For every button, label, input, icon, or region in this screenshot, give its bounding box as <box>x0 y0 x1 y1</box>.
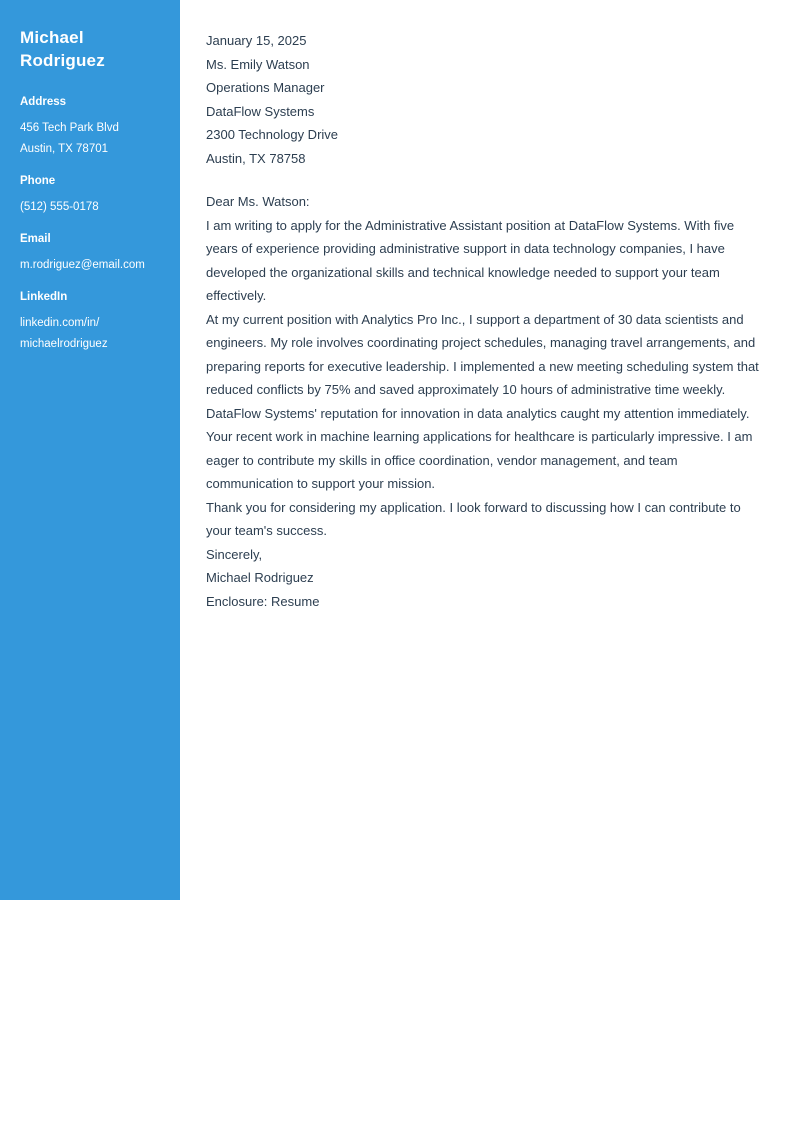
address-label: Address <box>20 96 67 108</box>
email-value: m.rodriguez@email.com <box>20 259 145 271</box>
letter-date: January 15, 2025 <box>206 33 307 48</box>
letter-body <box>206 0 760 613</box>
body-paragraph-2: At my current position with Analytics Pro Inc., I support a department of 30 data scientists and engineers. My role involves coordinating project schedules, managing travel arrangements, and preparing reports for executive leadership. I implemented a new meeting scheduling system that reduced conflicts by 75% and saved approximately 10 hours of administrative time weekly. <box>206 311 759 397</box>
contact-section-phone <box>20 175 162 218</box>
phone-value: (512) 555-0178 <box>20 201 99 213</box>
recipient-city: Austin, TX 78758 <box>206 150 306 166</box>
body-paragraph-3: DataFlow Systems' reputation for innovation in data analytics caught my attention immediately. Your recent work in machine learning applications for healthcare is particularly impressive. I am eager to contribute my skills in office coordination, vendor management, and team communication to support your mission. <box>206 405 753 491</box>
recipient-block <box>206 53 760 171</box>
contact-section-address <box>20 96 162 160</box>
linkedin-value-line: michaelrodriguez <box>20 338 108 350</box>
email-label: Email <box>20 233 51 245</box>
body-paragraph-1: I am writing to apply for the Administrative Assistant position at DataFlow Systems. With five years of experience providing administrative support in data technology companies, I have developed the organizational skills and technical knowledge needed to support your team effectively. <box>206 217 735 303</box>
recipient-name: Ms. Emily Watson <box>206 56 310 72</box>
linkedin-label: LinkedIn <box>20 291 68 303</box>
sidebar <box>0 0 180 900</box>
recipient-title: Operations Manager <box>206 80 325 95</box>
recipient-street: 2300 Technology Drive <box>206 127 339 142</box>
phone-label: Phone <box>20 175 56 187</box>
address-line: Austin, TX 78701 <box>20 143 109 155</box>
linkedin-value-line: linkedin.com/in/ <box>20 317 100 329</box>
contact-section-linkedin <box>20 291 162 355</box>
closing: Sincerely, <box>206 546 263 562</box>
enclosure-note: Enclosure: Resume <box>206 593 320 609</box>
address-line: 456 Tech Park Blvd <box>20 122 119 134</box>
contact-section-email <box>20 233 162 276</box>
signature-name: Michael Rodriguez <box>206 570 314 585</box>
body-paragraph-4: Thank you for considering my application. I look forward to discussing how I can contribute to your team's success. <box>206 499 741 538</box>
recipient-company: DataFlow Systems <box>206 103 315 119</box>
salutation: Dear Ms. Watson: <box>206 194 310 209</box>
applicant-name: Michael Rodriguez <box>20 28 105 70</box>
